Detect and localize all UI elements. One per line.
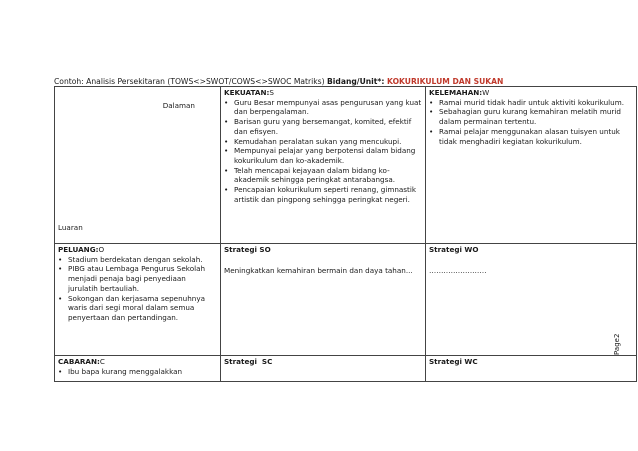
list-item: • Barisan guru yang bersemangat, komited, efektif dan efisyen.: [224, 117, 422, 136]
kelemahan-list: [429, 98, 633, 147]
kekuatan-label: KEKUATAN:: [224, 88, 270, 97]
page-number: Page2: [613, 333, 621, 355]
table-row: [55, 244, 637, 356]
peluang-label: PELUANG:: [58, 245, 99, 254]
list-item: • Mempunyai pelajar yang berpotensi dalam bidang kokurikulum dan ko-akademik.: [224, 146, 422, 165]
peluang-code: O: [98, 245, 105, 254]
list-item: • Pencapaian kokurikulum seperti renang, gimnastik artistik dan pingpong sehingga peringkat negeri.: [224, 185, 422, 204]
kelemahan-code: W: [482, 88, 490, 97]
list-item: • Stadium berdekatan dengan sekolah.: [58, 255, 217, 265]
strategi-wo-title: Strategi WO: [429, 245, 479, 254]
corner-cell: [55, 87, 221, 244]
kekuatan-cell: [221, 87, 426, 244]
cabaran-header: [58, 357, 217, 367]
kelemahan-cell: [426, 87, 637, 244]
peluang-list: [58, 255, 217, 323]
list-item: • Sebahagian guru kurang kemahiran melatih murid dalam permainan tertentu.: [429, 107, 633, 126]
list-item: • Ramai murid tidak hadir untuk aktiviti kokurikulum.: [429, 98, 633, 108]
list-item: • Sokongan dan kerjasama sepenuhnya waris dari segi moral dalam semua penyertaan dan pertandingan.: [58, 294, 217, 323]
cabaran-label: CABARAN:: [58, 357, 100, 366]
strategi-so-cell: [221, 244, 426, 356]
list-item: • PIBG atau Lembaga Pengurus Sekolah menjadi penaja bagi penyediaan jurulatih bertauliah.: [58, 264, 217, 293]
list-item: • Ibu bapa kurang menggalakkan: [58, 367, 217, 377]
list-item: • Kemudahan peralatan sukan yang mencukupi.: [224, 137, 422, 147]
cabaran-code: C: [99, 357, 105, 366]
strategi-so-title: Strategi SO: [224, 245, 271, 254]
cabaran-list: [58, 367, 217, 377]
strategi-sc-cell: [221, 356, 426, 382]
strategi-so-body: Meningkatkan kemahiran bermain dan daya tahan...: [224, 265, 413, 275]
kekuatan-code: S: [269, 88, 274, 97]
kekuatan-list: [224, 98, 422, 205]
dalaman-label: Dalaman: [162, 101, 195, 110]
title-prefix: Contoh: Analisis Persekitaran (TOWS<>SWOT/COWS<>SWOC Matriks): [54, 77, 327, 86]
strategi-wc-title: Strategi WC: [429, 357, 478, 366]
kekuatan-header: [224, 88, 422, 98]
list-item: • Ramai pelajar menggunakan alasan tuisyen untuk tidak menghadiri kegiatan kokurikulum.: [429, 127, 633, 146]
kelemahan-header: [429, 88, 633, 98]
strategi-wo-cell: [426, 244, 637, 356]
peluang-cell: [55, 244, 221, 356]
title-bidang-label: Bidang/Unit*:: [327, 77, 385, 86]
strategi-wo-body: ……………………: [429, 265, 487, 275]
cabaran-cell: [55, 356, 221, 382]
table-row: [55, 87, 637, 244]
kelemahan-label: KELEMAHAN:: [429, 88, 483, 97]
title-bidang-value: KOKURIKULUM DAN SUKAN: [384, 77, 504, 86]
strategi-wc-cell: [426, 356, 637, 382]
swot-matrix-table: [54, 86, 637, 382]
peluang-header: [58, 245, 217, 255]
strategi-sc-title: Strategi SC: [224, 357, 273, 366]
list-item: • Telah mencapai kejayaan dalam bidang ko-akademik sehingga peringkat antarabangsa.: [224, 166, 422, 185]
table-row: [55, 356, 637, 382]
luaran-label: Luaran: [58, 223, 83, 233]
list-item: • Guru Besar mempunyai asas pengurusan yang kuat dan berpengalaman.: [224, 98, 422, 117]
